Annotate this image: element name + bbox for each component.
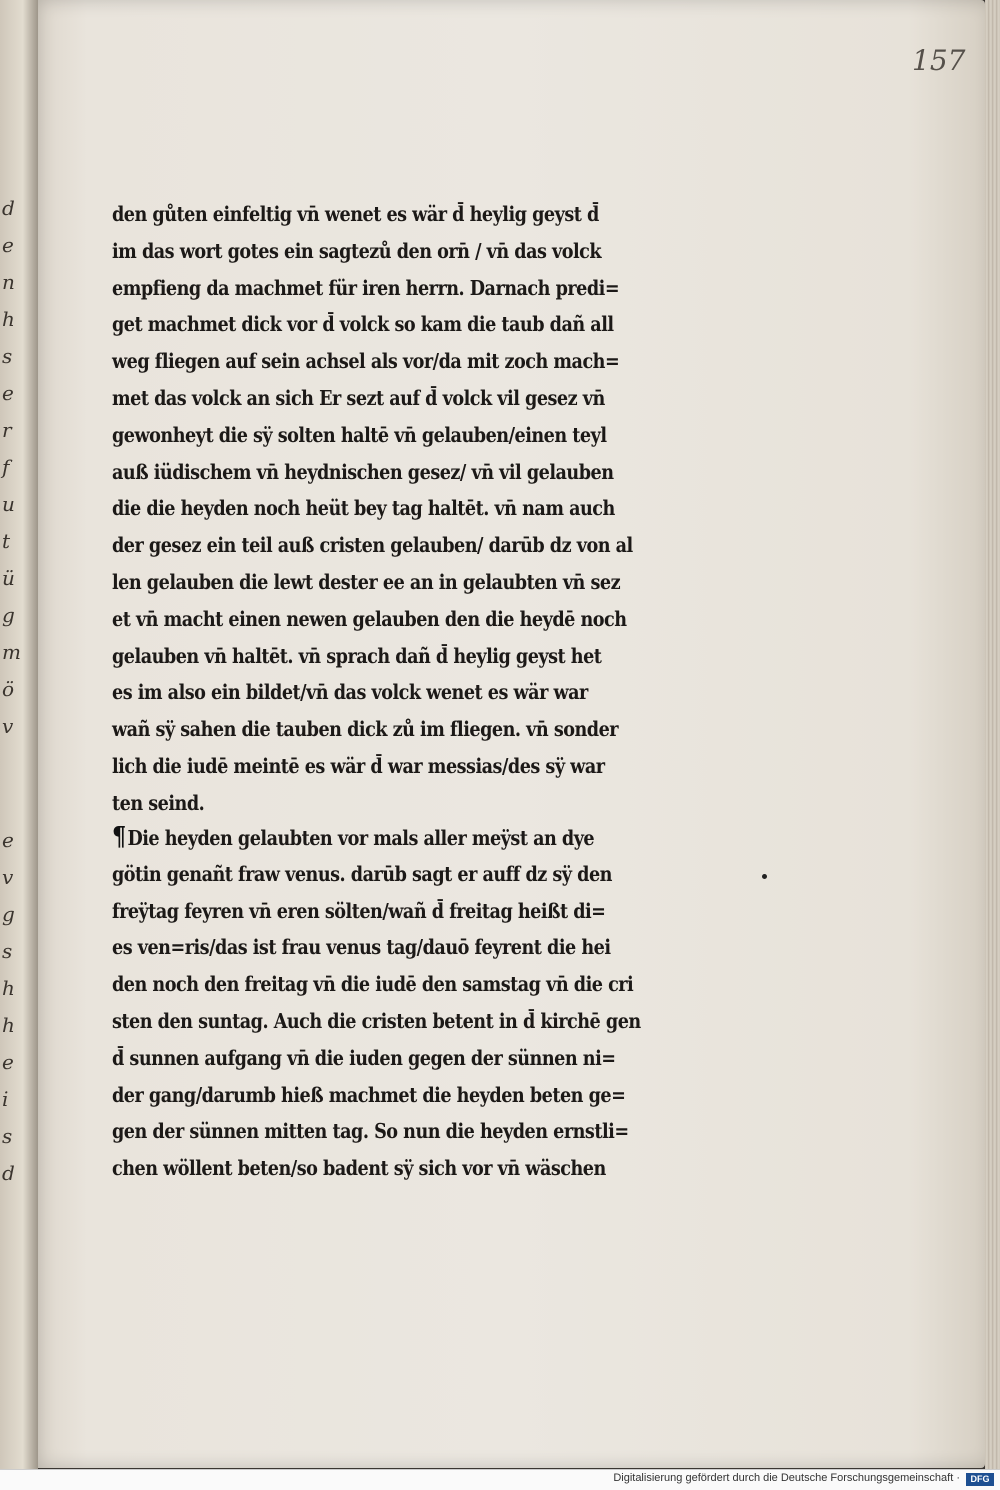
text-line: len gelauben die lewt dester ee an in gelaubten vn̄ sez	[112, 569, 621, 594]
text-line: met das volck an sich Er sezt auf d̄ volck vil gesez vn̄	[112, 385, 605, 410]
footer-bar	[0, 1469, 1000, 1490]
text-line-content: Die heyden gelaubten vor mals aller meÿst an dye	[127, 826, 595, 850]
text-line: gen der sünnen mitten tag. So nun die heyden ernstli=	[112, 1119, 629, 1144]
facing-page-bleed-bottom: e v g s h h e i s d	[2, 828, 15, 1185]
text-line: es im also ein bildet/vn̄ das volck wenet es wär war	[112, 680, 588, 705]
text-line: auß iüdischem vn̄ heydnischen gesez/ vn̄ vil gelauben	[112, 459, 614, 484]
text-line: gelauben vn̄ haltēt. vn̄ sprach dañ d̄ heylig geyst het	[112, 643, 602, 668]
text-line: ten seind.	[112, 790, 205, 815]
ink-speck	[762, 874, 767, 879]
text-line: götin genañt fraw venus. darūb sagt er auff dz sÿ den	[112, 861, 612, 886]
text-line: get machmet dick vor d̄ volck so kam die taub dañ all	[112, 312, 614, 337]
text-line: wañ sÿ sahen die tauben dick zů im fliegen. vn̄ sonder	[112, 717, 619, 742]
text-line: der gang/darumb hieß machmet die heyden beten ge=	[112, 1082, 626, 1107]
paragraph-2	[112, 819, 712, 1187]
text-line: d̄ sunnen aufgang vn̄ die iuden gegen der sünnen ni=	[112, 1045, 616, 1070]
text-line: der gesez ein teil auß cristen gelauben/ darūb dz von al	[112, 533, 633, 558]
folio-number: 157	[912, 44, 966, 77]
text-line: chen wöllent beten/so badent sÿ sich vor vn̄ wäschen	[112, 1156, 606, 1181]
text-line: den gůten einfeltig vn̄ wenet es wär d̄ heylig geyst d̄	[112, 202, 599, 226]
facing-page-bleed-top: d e n h s e r f u t ü g m ö v	[2, 196, 21, 738]
text-line: empfieng da machmet für iren herrn. Darnach predi=	[112, 275, 620, 300]
page-fore-edge	[985, 0, 1000, 1470]
text-line: lich die iudē meintē es wär d̄ war messias/des sÿ war	[112, 753, 605, 778]
text-line: es ven=ris/das ist frau venus tag/dauō feyrent die hei	[112, 935, 611, 960]
text-line: gewonheyt die sÿ solten haltē vn̄ gelauben/einen teyl	[112, 422, 607, 447]
footer-credit: Digitalisierung gefördert durch die Deutsche Forschungsgemeinschaft ·	[613, 1472, 960, 1484]
facing-page-edge	[0, 0, 38, 1470]
text-line	[112, 819, 628, 856]
paragraph-1	[112, 196, 712, 822]
pilcrow-mark: ¶	[112, 822, 126, 852]
text-line: freÿtag feyren vn̄ eren sölten/wañ d̄ freitag heißt di=	[112, 898, 606, 923]
text-line: den noch den freitag vn̄ die iudē den samstag vn̄ die cri	[112, 972, 634, 997]
text-line: et vn̄ macht einen newen gelauben den die heydē noch	[112, 606, 627, 631]
dfg-logo: DFG	[966, 1473, 994, 1486]
text-line: sten den suntag. Auch die cristen betent in d̄ kirchē gen	[112, 1008, 641, 1033]
text-line: weg fliegen auf sein achsel als vor/da mit zoch mach=	[112, 349, 620, 374]
text-line: die die heyden noch heüt bey tag haltēt. vn̄ nam auch	[112, 496, 615, 521]
text-line: im das wort gotes ein sagtezů den orn̄ / vn̄ das volck	[112, 238, 602, 263]
